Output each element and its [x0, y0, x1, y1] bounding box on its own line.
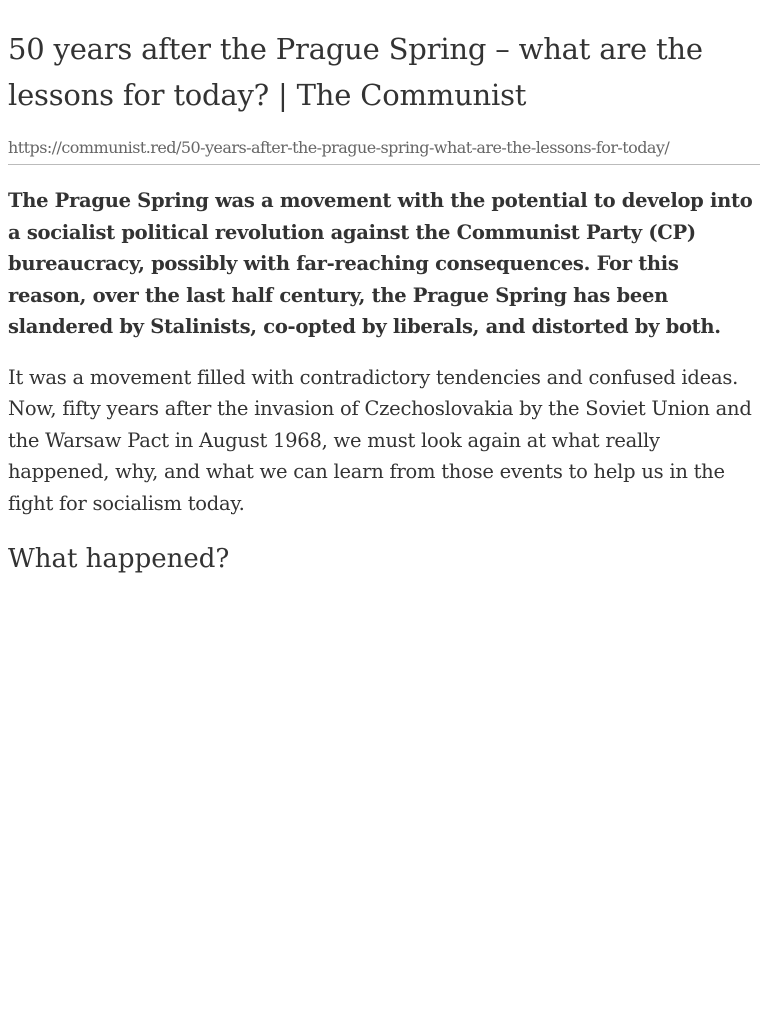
- article-paragraph: It was a movement filled with contradictory tendencies and confused ideas. Now, fifty years after the invasion of Czechoslovakia by the Soviet Union and the Warsaw Pact in August 1968, we must look again at what really happened, why, and what we can learn from those events to help us in the fight for socialism today.: [8, 365, 752, 515]
- article-title: 50 years after the Prague Spring – what are the lessons for today? | The Communist: [8, 32, 703, 112]
- section-heading: What happened?: [8, 544, 230, 574]
- article-url[interactable]: https://communist.red/50-years-after-the-prague-spring-what-are-the-lessons-for-today/: [8, 138, 670, 157]
- article-lead: The Prague Spring was a movement with the potential to develop into a socialist political revolution against the Communist Party (CP) bureaucracy, possibly with far-reaching consequences. For this reason, over the last half century, the Prague Spring has been slandered by Stalinists, co-opted by liberals, and distorted by both.: [8, 189, 753, 338]
- divider: [8, 164, 760, 165]
